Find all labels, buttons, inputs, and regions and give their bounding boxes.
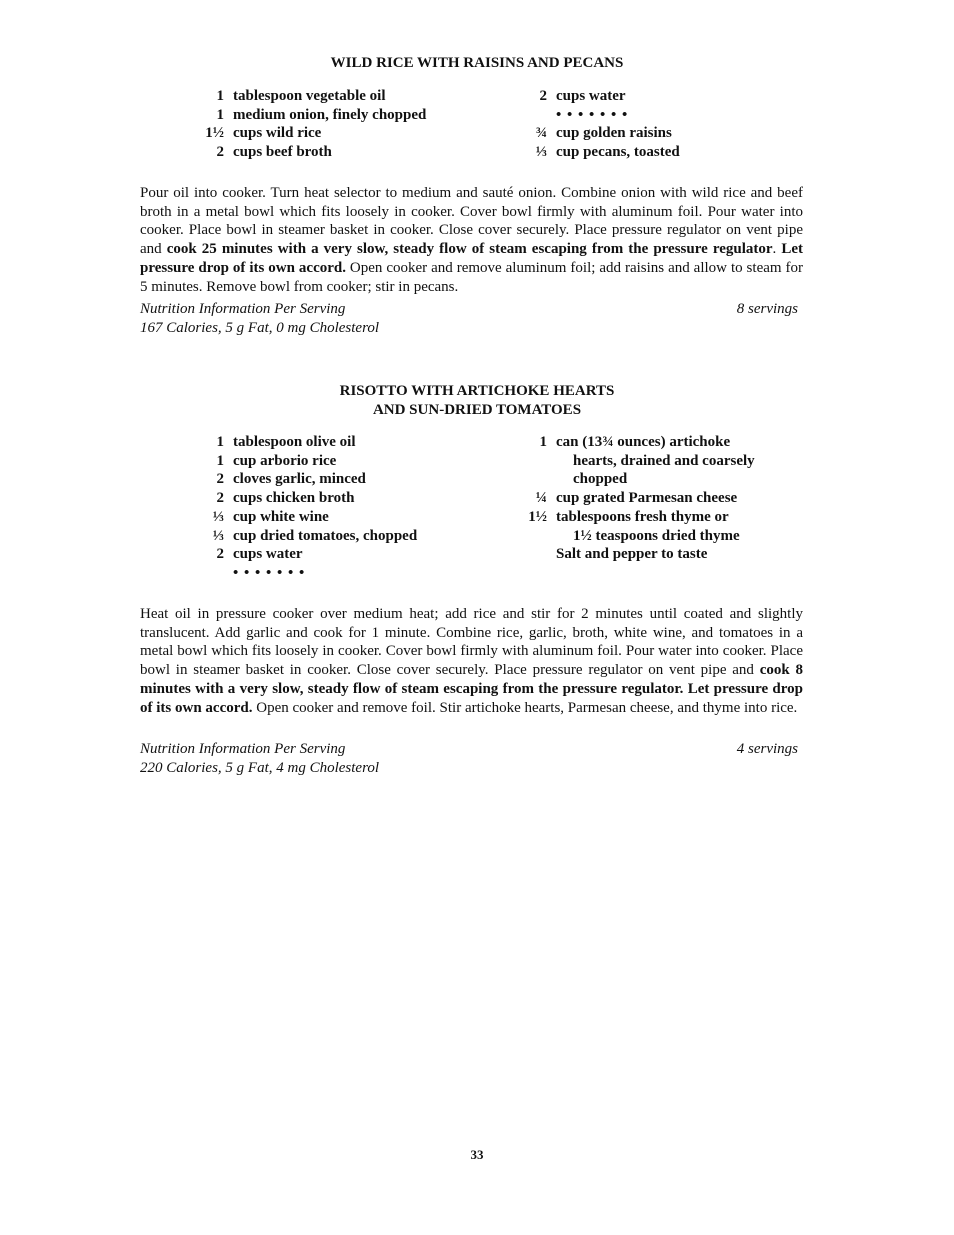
ingredient-qty [513,106,556,125]
ingredient-row [513,452,755,471]
servings: 8 servings [736,301,798,317]
ingredient-text: • • • • • • • [556,106,629,123]
ingredient-list-left [190,433,417,583]
ingredient-qty [513,545,556,564]
instruction-text: Open cooker and remove aluminum foil; add raisins and allow to steam for 5 minutes. Remove bowl from cooker; stir in pecans. [140,259,803,295]
ingredient-qty: 1½ [205,125,224,142]
ingredient-row [513,489,755,508]
nutrition-info [140,740,798,777]
ingredient-row [513,433,755,452]
ingredient-text: cups wild rice [233,125,322,142]
ingredient-qty: 2 [216,144,224,161]
ingredient-text: cups chicken broth [233,490,355,507]
instruction-text: Let pressure drop of its own accord. [140,241,804,276]
recipe-instructions [140,605,803,717]
nutrition-info [140,300,798,337]
ingredient-qty: 1 [216,106,224,123]
ingredient-list-right [513,433,755,564]
ingredient-text: cloves garlic, minced [233,471,366,488]
ingredient-qty: 2 [539,88,547,104]
ingredient-row [190,564,417,583]
ingredient-qty: ⅓ [212,527,224,544]
ingredient-text: medium onion, finely chopped [233,106,427,123]
ingredient-qty: ¾ [535,125,547,142]
ingredient-row [190,87,426,106]
ingredient-text: 1½ teaspoons dried thyme [573,527,740,544]
ingredient-qty: ¼ [535,490,547,507]
nutrition-values: 220 Calories, 5 g Fat, 4 mg Cholesterol [140,759,380,776]
ingredient-row [513,508,755,527]
nutrition-label: Nutrition Information Per Serving [140,301,346,317]
ingredient-row [190,143,426,162]
instruction-text: Heat oil in pressure cooker over medium heat; add rice and stir for 2 minutes until coated and slightly translucent. Add garlic and cook for 1 minute. Combine rice, garlic, broth, white wine, and tomatoes in a metal bowl which fits loosely in cooker. Cover bowl firmly with aluminum foil. Pour water into cooker. Place bowl in steamer basket in cooker. Close cover securely. Place pressure regulator on vent pipe and [140,606,803,679]
ingredient-text: cup pecans, toasted [556,144,680,161]
ingredient-list-right [513,87,680,162]
ingredient-qty: 2 [216,546,224,563]
ingredient-qty [513,452,556,471]
ingredient-qty: 1 [216,434,224,450]
ingredient-text: cups beef broth [233,144,332,161]
ingredient-text: tablespoon olive oil [233,434,356,450]
ingredient-row [513,470,755,489]
ingredient-text: cup grated Parmesan cheese [556,490,738,507]
instruction-text: Open cooker and remove foil. Stir artichoke hearts, Parmesan cheese, and thyme into rice. [252,699,798,716]
recipe-title-line: RISOTTO WITH ARTICHOKE HEARTS [339,383,615,399]
ingredient-row [513,106,680,125]
ingredient-row [190,545,417,564]
ingredient-qty [190,564,233,583]
ingredient-row [513,527,755,546]
instruction-text: cook 8 minutes with a very slow, steady flow of steam escaping from the pressure regulator. Let pressure drop of its own accord. [140,662,804,716]
servings: 4 servings [736,741,798,757]
ingredient-row [190,508,417,527]
ingredient-row [190,527,417,546]
ingredient-row [190,452,417,471]
ingredient-text: cups water [233,546,303,563]
ingredient-row [190,433,417,452]
recipe-instructions [140,184,803,296]
ingredient-qty: ⅓ [212,508,224,525]
ingredient-row [513,124,680,143]
ingredient-text: tablespoons fresh thyme or [556,508,729,525]
ingredient-text: chopped [573,471,628,488]
ingredient-qty: 1 [539,434,547,450]
ingredient-qty: ⅓ [535,144,547,161]
ingredient-text: cup arborio rice [233,452,337,469]
instruction-text: cook 25 minutes with a very slow, steady flow of steam escaping from the pressure regulator [166,241,773,258]
recipe-title: WILD RICE WITH RAISINS AND PECANS [330,55,624,71]
ingredient-text: cup white wine [233,508,329,525]
ingredient-qty: 1 [216,88,224,104]
ingredient-row [190,124,426,143]
ingredient-qty [513,470,556,489]
ingredient-text: tablespoon vegetable oil [233,88,386,104]
ingredient-row [190,106,426,125]
ingredient-text: cups water [556,88,626,104]
ingredient-text: Salt and pepper to taste [556,546,708,563]
instruction-text: Pour oil into cooker. Turn heat selector to medium and sauté onion. Combine onion with wild rice and beef broth in a metal bowl which fits loosely in cooker. Cover bowl firmly with aluminum foil. Pour water into cooker. Place bowl in steamer basket in cooker. Close cover securely. Place pressure regulator on vent pipe and [140,185,803,258]
ingredient-text: • • • • • • • [233,564,306,581]
recipe-title [0,382,954,419]
page-number: 33 [470,1147,484,1162]
ingredient-row [513,87,680,106]
ingredient-row [190,489,417,508]
ingredient-qty: 1 [216,452,224,469]
instruction-text: . [772,241,782,258]
ingredient-row [190,470,417,489]
ingredient-text: cup dried tomatoes, chopped [233,527,418,544]
ingredient-qty: 1½ [528,508,547,525]
ingredient-text: cup golden raisins [556,125,672,142]
ingredient-qty: 2 [216,490,224,507]
nutrition-values: 167 Calories, 5 g Fat, 0 mg Cholesterol [140,319,380,336]
nutrition-label: Nutrition Information Per Serving [140,741,346,757]
recipe-title-line: AND SUN-DRIED TOMATOES [372,401,582,418]
ingredient-list-left [190,87,426,162]
ingredient-text: can (13¾ ounces) artichoke [556,434,731,450]
ingredient-row [513,545,755,564]
ingredient-text: hearts, drained and coarsely [573,452,755,469]
ingredient-qty: 2 [216,471,224,488]
ingredient-row [513,143,680,162]
ingredient-qty [513,527,556,546]
